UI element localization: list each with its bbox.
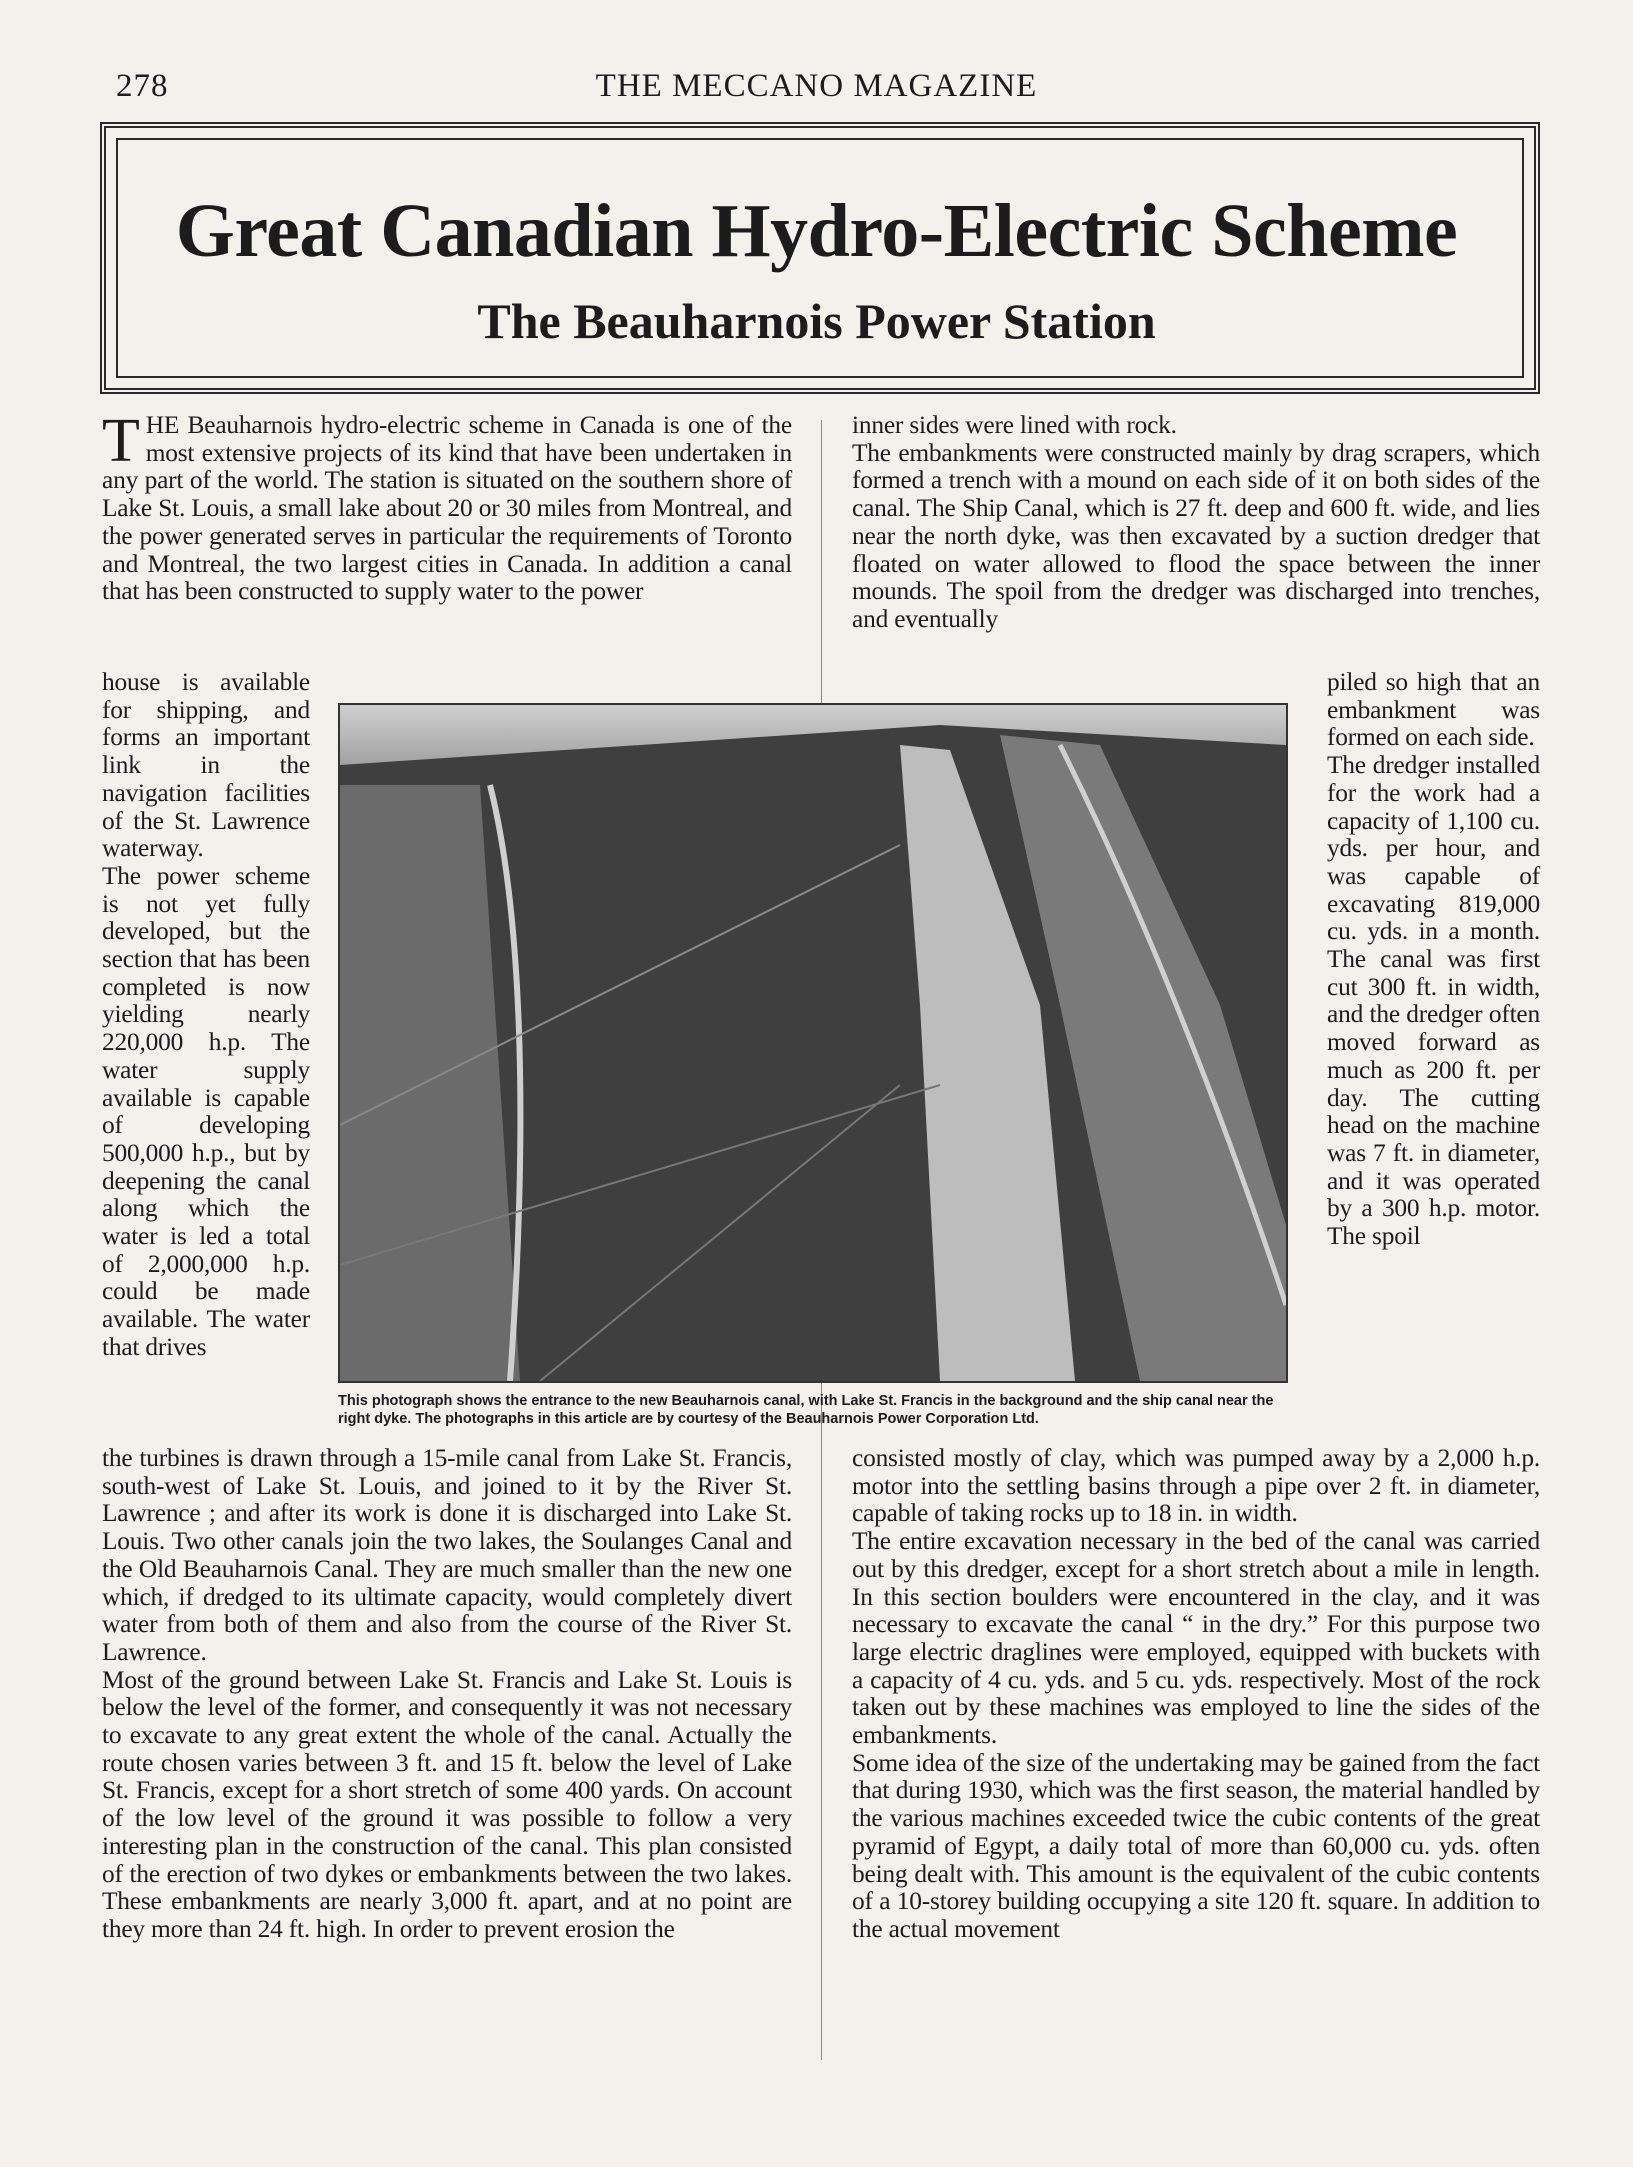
column-2-body: consisted mostly of clay, which was pumped away by a 2,000 h.p. motor into the settling basins through a pipe over 2 ft. in diameter, capable of taking rocks up to 18 in. in width. The entire excavation necessary in the bed of the canal was carried out by this dredger, except for a short stretch about a mile in length. In this section boulders were encountered in the clay, and it was necessary to excavate the canal “ in the dry.” For this purpose two large electric draglines were employed, equipped with buckets with a capacity of 4 cu. yds. and 5 cu. yds. respectively. Most of the rock taken out by these machines was employed to line the sides of the embankments. Some idea of the size of the undertaking may be gained from the fact that during 1930, which was the first season, the material handled by the various machines exceeded twice the cubic contents of the great pyramid of Egypt, a daily total of more than 60,000 cu. yds. often being dealt with. This amount is the equivalent of the cubic contents of a 10-storey building occupying a site 120 ft. square. In addition to the actual movement xyxy=(852,1444,1540,1943)
column-1-wrap-text: house is available for shipping, and forms an important link in the navigation facilities of the St. Lawrence waterway. The power scheme is not yet fully developed, but the section that has been completed is now yielding nearly 220,000 h.p. The water supply available is capable of developing 500,000 h.p., but by deepening the canal along which the water is led a total of 2,000,000 h.p. could be made available. The water that drives xyxy=(102,668,310,1361)
article-title: Great Canadian Hydro-Electric Scheme xyxy=(175,189,1458,273)
column-1-body: the turbines is drawn through a 15-mile canal from Lake St. Francis, south-west of Lake St. Louis, and joined to it by the River St. Lawrence ; and after its work is done it is discharged into Lake St. Louis. Two other canals join the two lakes, the Soulanges Canal and the Old Beauharnois Canal. They are much smaller than the new one which, if dredged to its ultimate capacity, would completely divert water from both of them and also from the course of the River St. Lawrence. Most of the ground between Lake St. Francis and Lake St. Louis is below the level of the former, and consequently it was not necessary to excavate to any great extent the whole of the canal. Actually the route chosen varies between 3 ft. and 15 ft. below the level of Lake St. Francis, except for a short stretch of some 400 yards. On account of the low level of the ground it was possible to follow a very interesting plan in the construction of the canal. This plan consisted of the erection of two dykes or embankments between the two lakes. These embankments are nearly 3,000 ft. apart, and at no point are they more than 24 ft. high. In order to prevent erosion the xyxy=(102,1444,792,1943)
column-1-intro xyxy=(102,407,792,606)
magazine-title: THE MECCANO MAGAZINE xyxy=(595,68,1038,104)
photo-caption: This photograph shows the entrance to the new Beauharnois canal, with Lake St. Francis in the background and the ship canal near the right dyke. The photographs in this article are by courtesy of the Beauharnois Power Corporation Ltd. xyxy=(338,1393,1274,1427)
canal-photo-illustration xyxy=(340,705,1286,1381)
article-subtitle: The Beauharnois Power Station xyxy=(477,293,1156,349)
aerial-canal-photograph xyxy=(338,703,1288,1383)
drop-cap: T xyxy=(102,407,140,475)
page-number: 278 xyxy=(116,68,169,104)
column-2-wrap-text: piled so high that an embankment was formed on each side. The dredger installed for the work had a capacity of 1,100 cu. yds. per hour, and was capable of excavating 819,000 cu. yds. in a month. The canal was first cut 300 ft. in width, and the dredger often moved forward as much as 200 ft. per day. The cutting head on the machine was 7 ft. in diameter, and it was operated by a 300 h.p. motor. The spoil xyxy=(1327,668,1540,1251)
column-2-intro: inner sides were lined with rock. The embankments were constructed mainly by drag scrapers, which formed a trench with a mound on each side of it on both sides of the canal. The Ship Canal, which is 27 ft. deep and 600 ft. wide, and lies near the north dyke, was then excavated by a suction dredger that floated on water allowed to flood the space between the inner mounds. The spoil from the dredger was discharged into trenches, and eventually xyxy=(852,411,1540,633)
column-1-intro-text: HE Beauharnois hydro-electric scheme in Canada is one of the most extensive projects of its kind that have been undertaken in any part of the world. The station is situated on the southern shore of Lake St. Louis, a small lake about 20 or 30 miles from Montreal, and the power generated serves in particular the requirements of Toronto and Montreal, the two largest cities in Canada. In addition a canal that has been constructed to supply water to the power xyxy=(102,411,792,606)
